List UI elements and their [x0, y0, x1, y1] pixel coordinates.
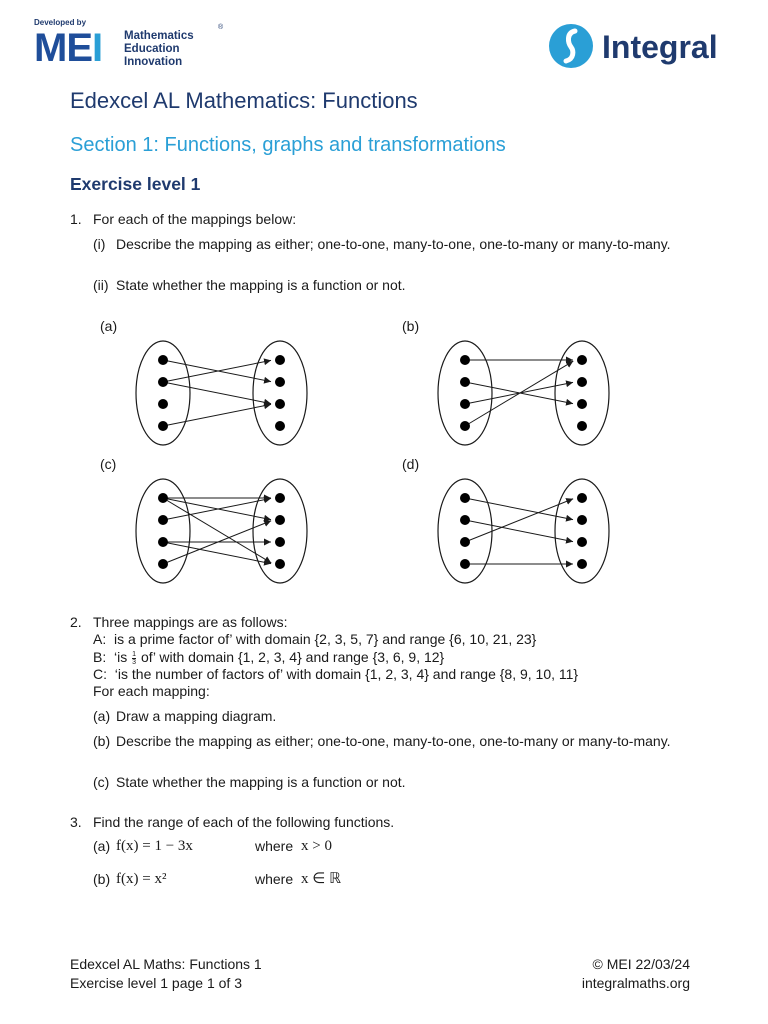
mapping-arrow	[465, 499, 573, 542]
registered-mark: ®	[218, 24, 224, 31]
domain-point	[460, 559, 470, 569]
mapping-arrow	[163, 382, 271, 404]
diagram-label-b: (b)	[402, 318, 420, 334]
mapping-diagram-d	[432, 476, 612, 586]
domain-point	[460, 399, 470, 409]
range-point	[275, 559, 285, 569]
domain-point	[460, 493, 470, 503]
domain-point	[460, 515, 470, 525]
mapping-arrow	[465, 498, 573, 520]
mei-letters: MEI	[34, 26, 103, 70]
for-each-mapping: For each mapping:	[93, 683, 210, 699]
question-text: Find the range of each of the following functions.	[93, 814, 395, 830]
range-point	[577, 537, 587, 547]
mapping-diagram-b	[432, 338, 612, 448]
range-point	[275, 493, 285, 503]
mei-words: Mathematics Education Innovation	[124, 30, 194, 68]
mapping-arrow	[465, 520, 573, 542]
exercise-title: Exercise level 1	[70, 174, 201, 194]
domain-point	[460, 421, 470, 431]
range-point	[275, 355, 285, 365]
range-point	[577, 493, 587, 503]
question-number: 1.	[70, 211, 82, 227]
question-number: 3.	[70, 814, 82, 830]
condition-a: x > 0	[301, 838, 332, 854]
mapping-diagram-c	[130, 476, 310, 586]
domain-point	[460, 377, 470, 387]
range-point	[577, 421, 587, 431]
range-point	[577, 559, 587, 569]
section-title: Section 1: Functions, graphs and transformations	[70, 134, 506, 156]
domain-point	[158, 493, 168, 503]
mei-developed-by: Developed by	[34, 18, 87, 27]
mapping-c-line: C: ‘is the number of factors of’ with domain {1, 2, 3, 4} and range {8, 9, 10, 11}	[93, 666, 579, 682]
fraction-one-third: $\frac{1}{3}$	[132, 650, 137, 666]
diagram-label-a: (a)	[100, 318, 118, 334]
question-text: For each of the mappings below:	[93, 211, 297, 227]
range-point	[577, 399, 587, 409]
domain-point	[158, 355, 168, 365]
domain-point	[158, 399, 168, 409]
header-logos	[34, 18, 738, 74]
range-point	[577, 377, 587, 387]
domain-point	[158, 515, 168, 525]
integral-mark-icon	[548, 23, 594, 69]
domain-point	[158, 537, 168, 547]
integral-logo	[548, 23, 738, 71]
range-point	[275, 377, 285, 387]
footer-left: Edexcel AL Maths: Functions 1 Exercise level 1 page 1 of 3	[70, 956, 262, 991]
mapping-arrow	[163, 404, 271, 426]
range-point	[275, 421, 285, 431]
diagram-label-d: (d)	[402, 456, 420, 472]
domain-point	[158, 377, 168, 387]
domain-point	[158, 559, 168, 569]
question-text: Three mappings are as follows:	[93, 614, 288, 630]
range-point	[275, 537, 285, 547]
condition-b: x ∈ ℝ	[301, 871, 341, 887]
domain-point	[460, 355, 470, 365]
mapping-b-line: B: ‘is $\frac{1}{3}$ of’ with domain {1, 2, 3, 4} and range {3, 6, 9, 12}	[93, 649, 445, 666]
domain-point	[158, 421, 168, 431]
domain-point	[460, 537, 470, 547]
range-point	[275, 399, 285, 409]
mapping-a-line: A: is a prime factor of’ with domain {2, 3, 5, 7} and range {6, 10, 21, 23}	[93, 631, 537, 647]
range-point	[577, 355, 587, 365]
document-title: Edexcel AL Mathematics: Functions	[70, 88, 418, 113]
range-point	[577, 515, 587, 525]
mapping-arrow	[465, 361, 573, 426]
mapping-diagram-a	[130, 338, 310, 448]
footer-right: © MEI 22/03/24 integralmaths.org	[581, 956, 690, 991]
mei-logo	[34, 18, 234, 70]
function-a: f(x) = 1 − 3x	[116, 838, 193, 854]
diagram-label-c: (c)	[100, 456, 117, 472]
integral-wordmark: Integral	[602, 29, 718, 65]
function-b: f(x) = x²	[116, 871, 167, 887]
question-number: 2.	[70, 614, 82, 630]
range-point	[275, 515, 285, 525]
